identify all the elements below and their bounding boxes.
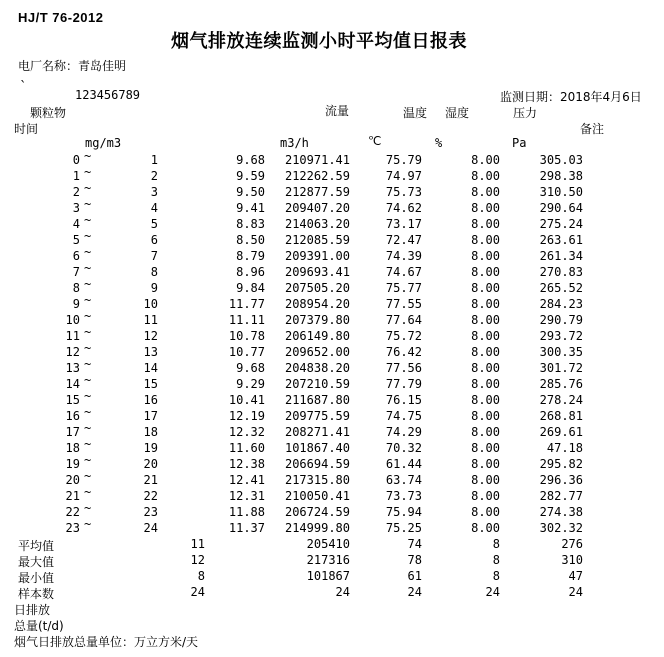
report-title: 烟气排放连续监测小时平均值日报表 — [171, 31, 467, 52]
flow-value-cell: 217315.80 — [284, 473, 350, 487]
pressure-value-cell: 290.64 — [539, 201, 583, 215]
humidity-value-cell: 8.00 — [471, 217, 500, 231]
hour-start-cell: 19 — [65, 457, 80, 471]
temp-value-cell: 74.62 — [385, 201, 422, 215]
flow-value-cell: 208271.41 — [284, 425, 350, 439]
summary-pm-cell: 12 — [190, 553, 205, 567]
tilde-separator: ~ — [84, 261, 92, 275]
temp-value-cell: 77.64 — [385, 313, 422, 327]
col-header-temp: 温度 — [403, 106, 428, 120]
pm-value-cell: 10.77 — [228, 345, 265, 359]
pm-value-cell: 12.31 — [228, 489, 265, 503]
pm-value-cell: 9.68 — [236, 361, 265, 375]
col-header-pm: 颗粒物 — [30, 106, 67, 120]
humidity-value-cell: 8.00 — [471, 521, 500, 535]
temp-value-cell: 77.55 — [385, 297, 422, 311]
humidity-value-cell: 8.00 — [471, 473, 500, 487]
col-header-remark: 备注 — [580, 122, 605, 136]
flow-value-cell: 210971.41 — [284, 153, 350, 167]
pm-value-cell: 8.83 — [236, 217, 265, 231]
humidity-value-cell: 8.00 — [471, 489, 500, 503]
tilde-separator: ~ — [84, 149, 92, 163]
hour-start-cell: 13 — [65, 361, 80, 375]
table-row — [0, 421, 664, 441]
tilde-separator: ~ — [84, 181, 92, 195]
tilde-separator: ~ — [84, 325, 92, 339]
hour-end-cell: 24 — [143, 521, 158, 535]
col-header-pressure: 压力 — [513, 106, 538, 120]
temp-value-cell: 75.77 — [385, 281, 422, 295]
temp-value-cell: 72.47 — [385, 233, 422, 247]
pm-value-cell: 10.78 — [228, 329, 265, 343]
temp-value-cell: 73.73 — [385, 489, 422, 503]
tilde-separator: ~ — [84, 245, 92, 259]
tilde-separator: ~ — [84, 437, 92, 451]
humidity-value-cell: 8.00 — [471, 281, 500, 295]
pm-value-cell: 12.38 — [228, 457, 265, 471]
tilde-separator: ~ — [84, 229, 92, 243]
hour-start-cell: 10 — [65, 313, 80, 327]
pm-value-cell: 9.84 — [236, 281, 265, 295]
summary-row — [0, 553, 664, 569]
humidity-value-cell: 8.00 — [471, 425, 500, 439]
table-row — [0, 437, 664, 457]
pressure-value-cell: 268.81 — [539, 409, 583, 423]
pressure-value-cell: 310.50 — [539, 185, 583, 199]
hour-start-cell: 12 — [65, 345, 80, 359]
hour-start-cell: 6 — [72, 249, 80, 263]
monitor-date: 监测日期：2018年4月6日 — [500, 90, 642, 104]
flow-value-cell: 207379.80 — [284, 313, 350, 327]
hour-start-cell: 16 — [65, 409, 80, 423]
summary-flow-cell: 24 — [335, 585, 350, 599]
hour-end-cell: 10 — [143, 297, 158, 311]
tilde-separator: ~ — [84, 389, 92, 403]
summary-temp-cell: 61 — [407, 569, 422, 583]
summary-flow-cell: 101867 — [306, 569, 350, 583]
flow-value-cell: 209407.20 — [284, 201, 350, 215]
hour-end-cell: 21 — [143, 473, 158, 487]
hour-end-cell: 12 — [143, 329, 158, 343]
table-row — [0, 309, 664, 329]
unit-temp: ℃ — [368, 134, 382, 148]
pressure-value-cell: 265.52 — [539, 281, 583, 295]
hour-end-cell: 3 — [150, 185, 158, 199]
summary-flow-cell: 217316 — [306, 553, 350, 567]
hour-end-cell: 9 — [150, 281, 158, 295]
flow-value-cell: 209693.41 — [284, 265, 350, 279]
temp-value-cell: 74.97 — [385, 169, 422, 183]
hour-start-cell: 9 — [72, 297, 80, 311]
humidity-value-cell: 8.00 — [471, 169, 500, 183]
flow-value-cell: 212085.59 — [284, 233, 350, 247]
unit-humidity: % — [435, 136, 443, 150]
summary-pressure-cell: 310 — [561, 553, 583, 567]
daily-emission-label-1: 日排放 — [14, 603, 51, 617]
flow-value-cell: 207210.59 — [284, 377, 350, 391]
pressure-value-cell: 278.24 — [539, 393, 583, 407]
hour-end-cell: 8 — [150, 265, 158, 279]
tilde-separator: ~ — [84, 357, 92, 371]
humidity-value-cell: 8.00 — [471, 377, 500, 391]
humidity-value-cell: 8.00 — [471, 505, 500, 519]
summary-temp-cell: 24 — [407, 585, 422, 599]
hour-end-cell: 15 — [143, 377, 158, 391]
hour-end-cell: 13 — [143, 345, 158, 359]
hour-start-cell: 0 — [72, 153, 80, 167]
flow-value-cell: 212877.59 — [284, 185, 350, 199]
humidity-value-cell: 8.00 — [471, 457, 500, 471]
table-row — [0, 517, 664, 537]
flow-value-cell: 101867.40 — [284, 441, 350, 455]
flow-value-cell: 214999.80 — [284, 521, 350, 535]
humidity-value-cell: 8.00 — [471, 249, 500, 263]
hour-start-cell: 3 — [72, 201, 80, 215]
tilde-separator: ~ — [84, 341, 92, 355]
summary-pressure-cell: 47 — [568, 569, 583, 583]
humidity-value-cell: 8.00 — [471, 297, 500, 311]
hour-end-cell: 2 — [150, 169, 158, 183]
temp-value-cell: 75.79 — [385, 153, 422, 167]
pressure-value-cell: 302.32 — [539, 521, 583, 535]
summary-rows — [0, 537, 664, 601]
pressure-value-cell: 270.83 — [539, 265, 583, 279]
temp-value-cell: 74.39 — [385, 249, 422, 263]
col-header-time: 时间 — [14, 122, 39, 136]
pm-value-cell: 11.77 — [228, 297, 265, 311]
unit-pm: mg/m3 — [85, 136, 122, 150]
pm-value-cell: 12.19 — [228, 409, 265, 423]
humidity-value-cell: 8.00 — [471, 329, 500, 343]
humidity-value-cell: 8.00 — [471, 265, 500, 279]
tilde-separator: ~ — [84, 485, 92, 499]
flow-value-cell: 209652.00 — [284, 345, 350, 359]
standard-code: HJ/T 76-2012 — [18, 10, 104, 25]
hour-start-cell: 1 — [72, 169, 80, 183]
humidity-value-cell: 8.00 — [471, 153, 500, 167]
summary-temp-cell: 74 — [407, 537, 422, 551]
humidity-value-cell: 8.00 — [471, 361, 500, 375]
temp-value-cell: 76.15 — [385, 393, 422, 407]
table-row — [0, 261, 664, 281]
pressure-value-cell: 274.38 — [539, 505, 583, 519]
flow-value-cell: 209391.00 — [284, 249, 350, 263]
table-row — [0, 405, 664, 425]
hour-end-cell: 11 — [143, 313, 158, 327]
hour-start-cell: 14 — [65, 377, 80, 391]
hour-end-cell: 4 — [150, 201, 158, 215]
hour-start-cell: 22 — [65, 505, 80, 519]
tilde-separator: ~ — [84, 501, 92, 515]
table-row — [0, 245, 664, 265]
table-body — [0, 149, 664, 649]
hour-end-cell: 6 — [150, 233, 158, 247]
table-row — [0, 389, 664, 409]
table-row — [0, 229, 664, 249]
hour-start-cell: 7 — [72, 265, 80, 279]
flow-value-cell: 204838.20 — [284, 361, 350, 375]
summary-pm-cell: 8 — [197, 569, 205, 583]
hour-start-cell: 20 — [65, 473, 80, 487]
flow-value-cell: 214063.20 — [284, 217, 350, 231]
pressure-value-cell: 301.72 — [539, 361, 583, 375]
hourly-rows — [0, 149, 664, 537]
tilde-separator: ~ — [84, 517, 92, 531]
hour-start-cell: 18 — [65, 441, 80, 455]
pressure-value-cell: 290.79 — [539, 313, 583, 327]
hour-start-cell: 4 — [72, 217, 80, 231]
tick-mark: ` — [20, 80, 27, 95]
tilde-separator: ~ — [84, 421, 92, 435]
temp-value-cell: 77.79 — [385, 377, 422, 391]
daily-emission-label-2: 总量(t/d) — [14, 619, 64, 633]
pressure-value-cell: 282.77 — [539, 489, 583, 503]
unit-flow: m3/h — [280, 136, 309, 150]
table-row — [0, 373, 664, 393]
hour-start-cell: 21 — [65, 489, 80, 503]
table-row — [0, 149, 664, 169]
flow-value-cell: 206149.80 — [284, 329, 350, 343]
pm-value-cell: 11.60 — [228, 441, 265, 455]
temp-value-cell: 74.67 — [385, 265, 422, 279]
summary-humidity-cell: 8 — [492, 569, 500, 583]
flow-value-cell: 206694.59 — [284, 457, 350, 471]
summary-flow-cell: 205410 — [306, 537, 350, 551]
tilde-separator: ~ — [84, 197, 92, 211]
summary-label-cell: 平均值 — [18, 539, 55, 553]
tilde-separator: ~ — [84, 277, 92, 291]
hour-start-cell: 23 — [65, 521, 80, 535]
temp-value-cell: 74.75 — [385, 409, 422, 423]
summary-temp-cell: 78 — [407, 553, 422, 567]
humidity-value-cell: 8.00 — [471, 185, 500, 199]
pressure-value-cell: 300.35 — [539, 345, 583, 359]
pm-value-cell: 8.50 — [236, 233, 265, 247]
flow-value-cell: 208954.20 — [284, 297, 350, 311]
pressure-value-cell: 293.72 — [539, 329, 583, 343]
hour-start-cell: 11 — [65, 329, 80, 343]
pm-value-cell: 11.11 — [228, 313, 265, 327]
tilde-separator: ~ — [84, 469, 92, 483]
hour-end-cell: 23 — [143, 505, 158, 519]
table-row — [0, 469, 664, 489]
summary-label-cell: 最小值 — [18, 571, 55, 585]
temp-value-cell: 74.29 — [385, 425, 422, 439]
table-row — [0, 485, 664, 505]
summary-pm-cell: 24 — [190, 585, 205, 599]
serial-number: 123456789 — [75, 88, 141, 102]
pressure-value-cell: 295.82 — [539, 457, 583, 471]
summary-row — [0, 569, 664, 585]
temp-value-cell: 75.94 — [385, 505, 422, 519]
humidity-value-cell: 8.00 — [471, 313, 500, 327]
hour-end-cell: 14 — [143, 361, 158, 375]
pressure-value-cell: 275.24 — [539, 217, 583, 231]
humidity-value-cell: 8.00 — [471, 409, 500, 423]
col-header-flow: 流量 — [325, 104, 350, 118]
hour-end-cell: 5 — [150, 217, 158, 231]
flow-value-cell: 212262.59 — [284, 169, 350, 183]
table-row — [0, 293, 664, 313]
humidity-value-cell: 8.00 — [471, 201, 500, 215]
hour-start-cell: 5 — [72, 233, 80, 247]
summary-humidity-cell: 24 — [485, 585, 500, 599]
flow-value-cell: 206724.59 — [284, 505, 350, 519]
pressure-value-cell: 284.23 — [539, 297, 583, 311]
humidity-value-cell: 8.00 — [471, 441, 500, 455]
pm-value-cell: 11.37 — [228, 521, 265, 535]
summary-pressure-cell: 276 — [561, 537, 583, 551]
footer-daily-emission-line1 — [0, 601, 664, 617]
pm-value-cell: 9.29 — [236, 377, 265, 391]
hour-end-cell: 20 — [143, 457, 158, 471]
table-row — [0, 277, 664, 297]
flue-gas-unit-note: 烟气日排放总量单位：万立方米/天 — [14, 635, 199, 649]
summary-label-cell: 最大值 — [18, 555, 55, 569]
tilde-separator: ~ — [84, 165, 92, 179]
pm-value-cell: 8.79 — [236, 249, 265, 263]
summary-pressure-cell: 24 — [568, 585, 583, 599]
pressure-value-cell: 296.36 — [539, 473, 583, 487]
hour-end-cell: 7 — [150, 249, 158, 263]
col-header-humidity: 湿度 — [445, 106, 470, 120]
pressure-value-cell: 263.61 — [539, 233, 583, 247]
tilde-separator: ~ — [84, 453, 92, 467]
temp-value-cell: 75.73 — [385, 185, 422, 199]
temp-value-cell: 63.74 — [385, 473, 422, 487]
hour-end-cell: 17 — [143, 409, 158, 423]
table-row — [0, 181, 664, 201]
table-row — [0, 453, 664, 473]
temp-value-cell: 75.25 — [385, 521, 422, 535]
pm-value-cell: 9.50 — [236, 185, 265, 199]
tilde-separator: ~ — [84, 213, 92, 227]
tilde-separator: ~ — [84, 373, 92, 387]
table-row — [0, 501, 664, 521]
table-row — [0, 213, 664, 233]
pm-value-cell: 10.41 — [228, 393, 265, 407]
footer-daily-emission-line2 — [0, 617, 664, 633]
flow-value-cell: 207505.20 — [284, 281, 350, 295]
temp-value-cell: 61.44 — [385, 457, 422, 471]
pressure-value-cell: 269.61 — [539, 425, 583, 439]
flow-value-cell: 209775.59 — [284, 409, 350, 423]
summary-label-cell: 样本数 — [18, 587, 55, 601]
humidity-value-cell: 8.00 — [471, 393, 500, 407]
pressure-value-cell: 285.76 — [539, 377, 583, 391]
hour-end-cell: 18 — [143, 425, 158, 439]
hour-start-cell: 2 — [72, 185, 80, 199]
table-row — [0, 357, 664, 377]
pm-value-cell: 12.32 — [228, 425, 265, 439]
tilde-separator: ~ — [84, 293, 92, 307]
summary-humidity-cell: 8 — [492, 553, 500, 567]
hour-end-cell: 22 — [143, 489, 158, 503]
hour-end-cell: 1 — [150, 153, 158, 167]
flow-value-cell: 210050.41 — [284, 489, 350, 503]
pm-value-cell: 9.41 — [236, 201, 265, 215]
hour-start-cell: 15 — [65, 393, 80, 407]
plant-name: 电厂名称：青岛佳明 — [18, 59, 127, 73]
unit-pressure: Pa — [512, 136, 527, 150]
summary-row — [0, 585, 664, 601]
temp-value-cell: 73.17 — [385, 217, 422, 231]
table-row — [0, 165, 664, 185]
pressure-value-cell: 305.03 — [539, 153, 583, 167]
pressure-value-cell: 261.34 — [539, 249, 583, 263]
table-row — [0, 325, 664, 345]
pm-value-cell: 11.88 — [228, 505, 265, 519]
hour-start-cell: 8 — [72, 281, 80, 295]
hour-end-cell: 19 — [143, 441, 158, 455]
humidity-value-cell: 8.00 — [471, 345, 500, 359]
pressure-value-cell: 47.18 — [546, 441, 583, 455]
hour-start-cell: 17 — [65, 425, 80, 439]
flow-value-cell: 211687.80 — [284, 393, 350, 407]
hour-end-cell: 16 — [143, 393, 158, 407]
summary-row — [0, 537, 664, 553]
footer-unit-note-line — [0, 633, 664, 649]
temp-value-cell: 75.72 — [385, 329, 422, 343]
pm-value-cell: 9.59 — [236, 169, 265, 183]
humidity-value-cell: 8.00 — [471, 233, 500, 247]
tilde-separator: ~ — [84, 309, 92, 323]
temp-value-cell: 70.32 — [385, 441, 422, 455]
tilde-separator: ~ — [84, 405, 92, 419]
pm-value-cell: 8.96 — [236, 265, 265, 279]
pm-value-cell: 12.41 — [228, 473, 265, 487]
table-row — [0, 197, 664, 217]
summary-humidity-cell: 8 — [492, 537, 500, 551]
pm-value-cell: 9.68 — [236, 153, 265, 167]
table-row — [0, 341, 664, 361]
temp-value-cell: 77.56 — [385, 361, 422, 375]
temp-value-cell: 76.42 — [385, 345, 422, 359]
pressure-value-cell: 298.38 — [539, 169, 583, 183]
summary-pm-cell: 11 — [190, 537, 205, 551]
